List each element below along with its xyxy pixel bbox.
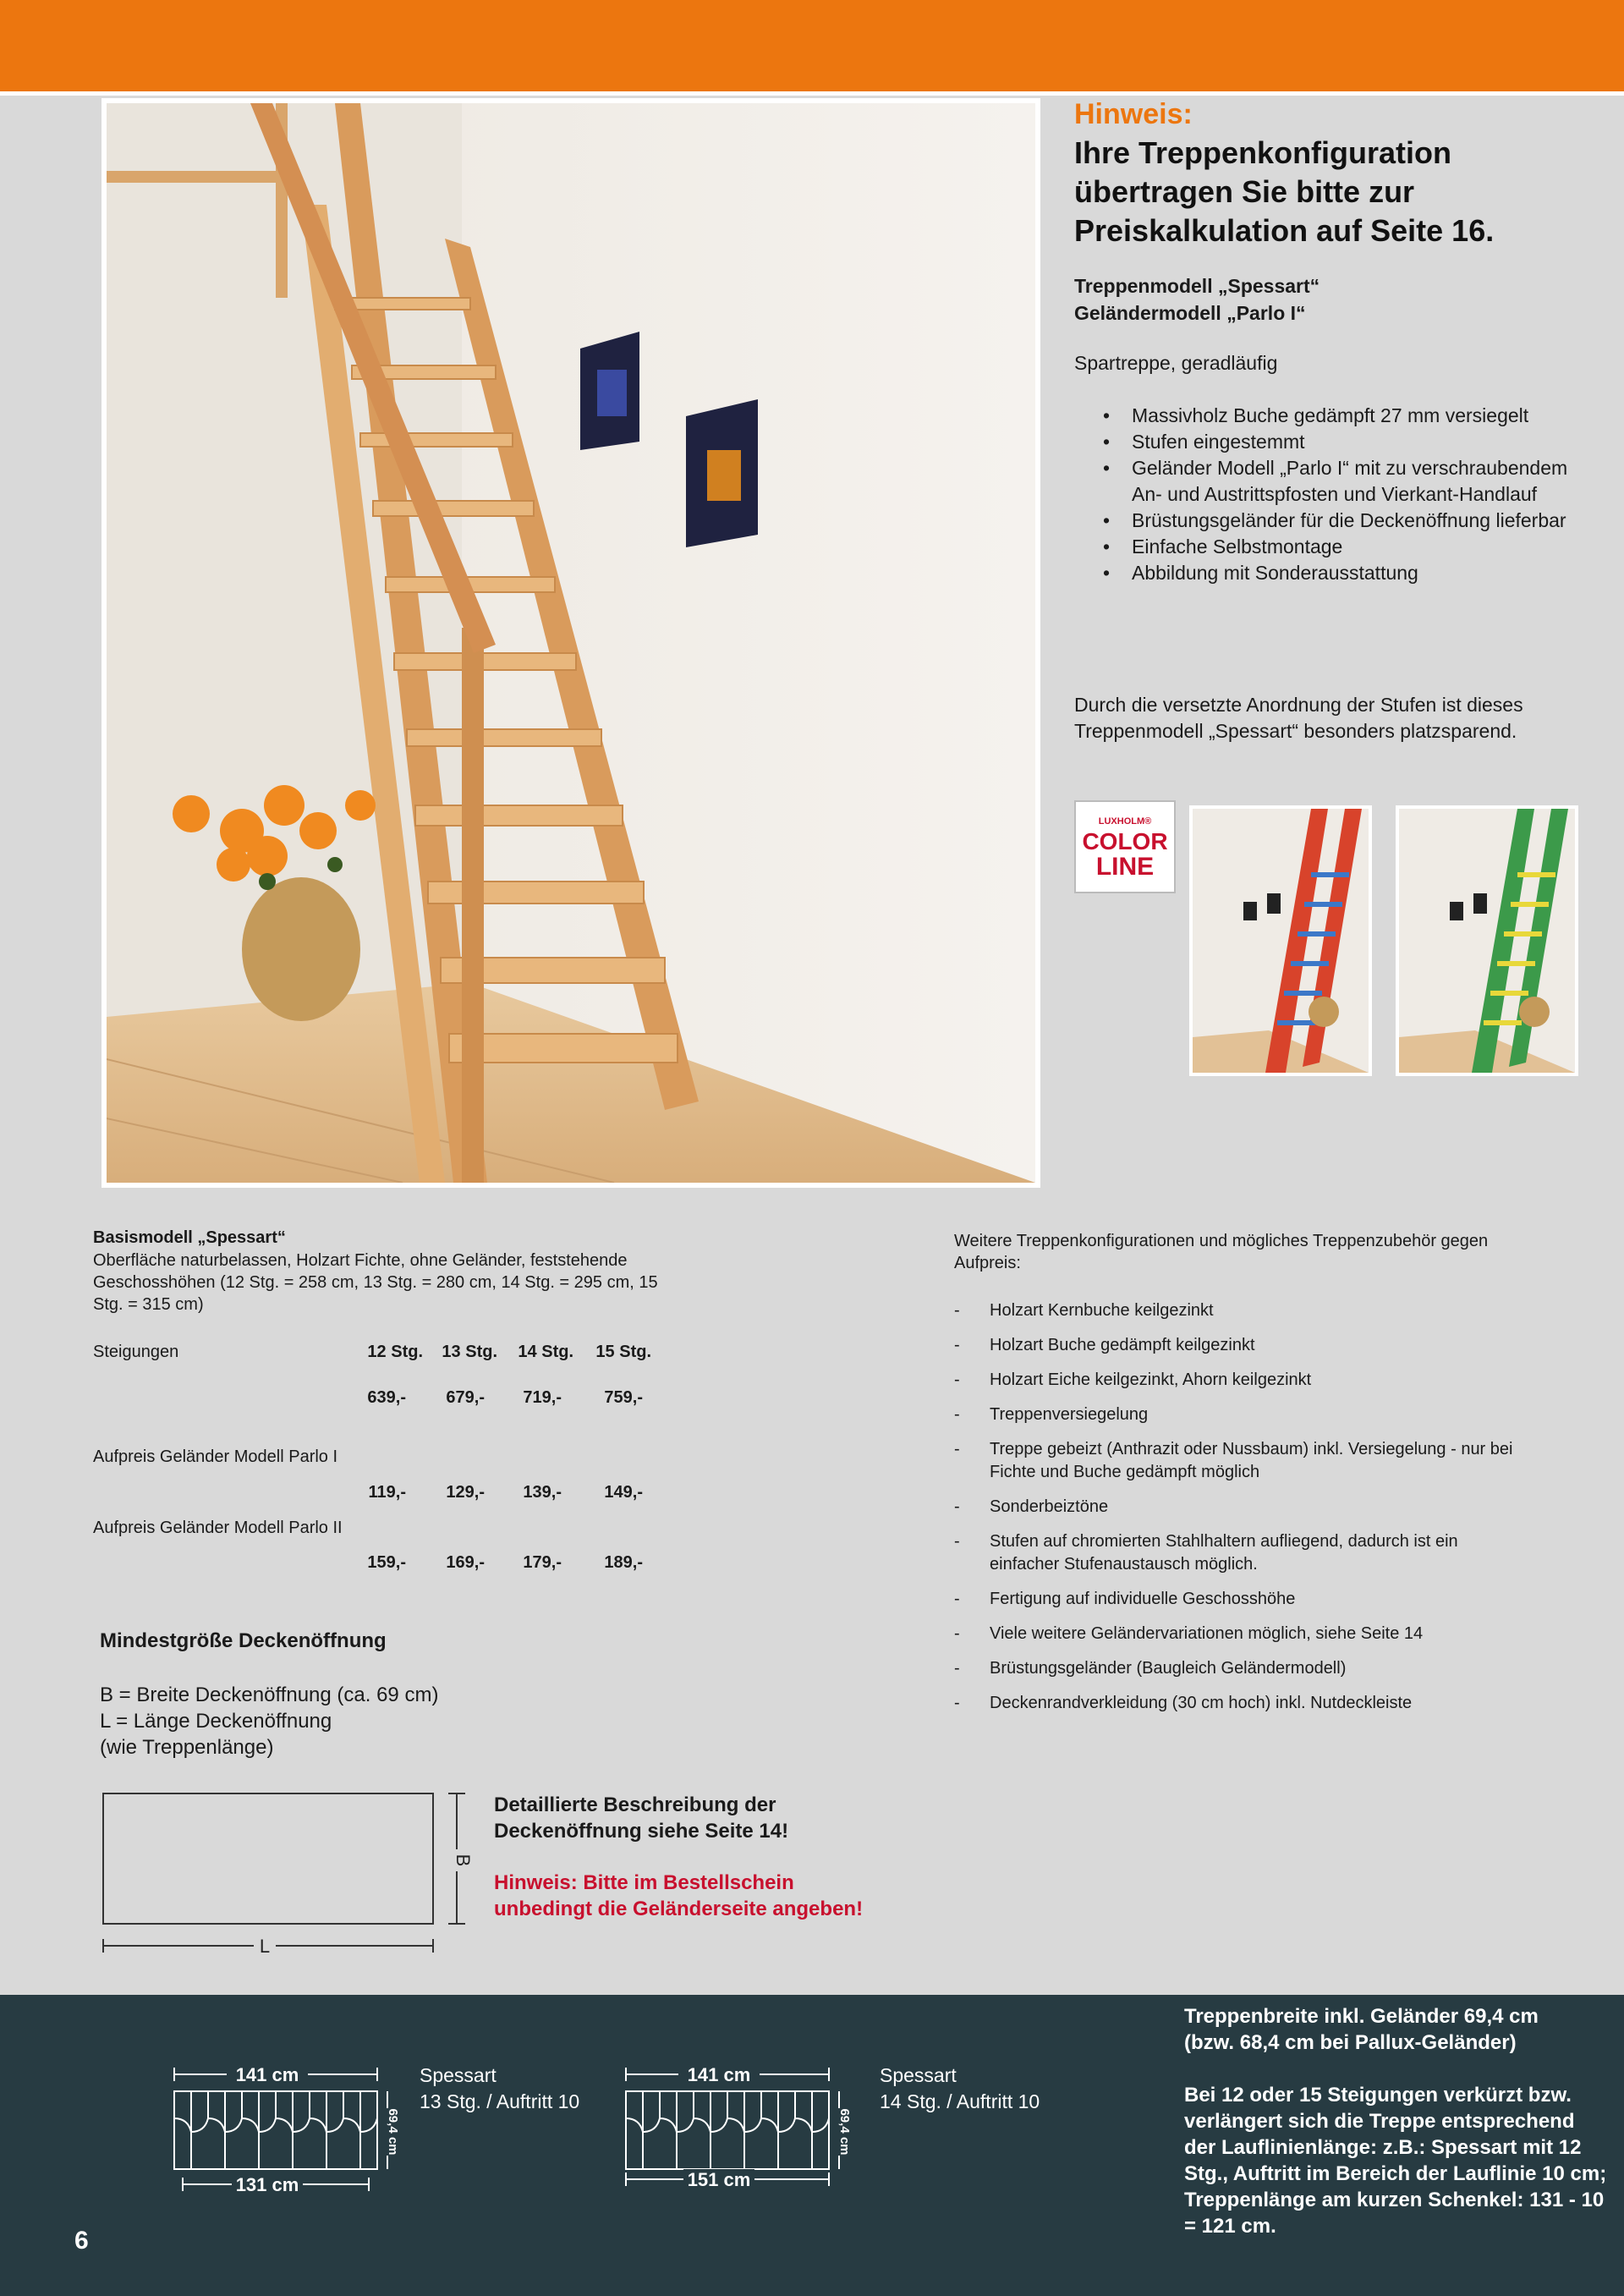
diagram-model-name: Spessart <box>880 2064 957 2086</box>
feature-item: • Brüstungsgeländer für die Deckenöffnung lieferbar <box>1100 508 1573 534</box>
footer-paragraph: Bei 12 oder 15 Steigungen verkürzt bzw. verlängert sich die Treppe entsprechend der Lauflinienlänge: z.B.: Spessart mit 12 Stg., Auftritt im Bereich der Lauflinie 10 cm; Treppenlänge am kurzen Schenkel: 131 - 10 = 121 cm. <box>1184 2084 1607 2238</box>
price-value: 129,- <box>446 1483 485 1502</box>
price-column-header: 13 Stg. <box>442 1343 497 1361</box>
footer-width-note: (bzw. 68,4 cm bei Pallux-Geländer) <box>1184 2031 1517 2054</box>
extras-intro: Weitere Treppenkonfigurationen und mögliches Treppenzubehör gegen Aufpreis: <box>954 1232 1489 1272</box>
price-column-header: 14 Stg. <box>518 1343 573 1361</box>
logo-line1: COLOR <box>1082 828 1168 854</box>
logo-brand: LUXHOLM® <box>1098 816 1152 827</box>
model-description: Durch die versetzte Anordnung der Stufen ist dieses Treppenmodell „Spessart“ besonders platzsparend. <box>1074 694 1523 742</box>
colorline-logo <box>1074 800 1176 893</box>
price-header-row <box>93 1343 685 1368</box>
diagram-side-dim: 69,4 cm <box>837 2108 852 2156</box>
logo-line2: LINE <box>1095 853 1155 881</box>
basis-title: Basismodell „Spessart“ <box>93 1228 286 1247</box>
footer-text <box>1184 2003 1607 2239</box>
green-staircase-thumbnail <box>1396 805 1578 1076</box>
parlo2-label: Aufpreis Geländer Modell Parlo II <box>93 1519 343 1537</box>
diagram-spec: 14 Stg. / Auftritt 10 <box>880 2090 1040 2112</box>
model-type: Spartreppe, geradläufig <box>1074 352 1278 374</box>
diagram-model-name: Spessart <box>420 2064 497 2086</box>
stair-plan-diagram-14 <box>617 2056 854 2200</box>
diagram-label-14 <box>880 2063 1040 2115</box>
price-value: 139,- <box>523 1483 562 1502</box>
railing-model-name: Geländermodell „Parlo I“ <box>1074 302 1306 324</box>
price-row-parlo1 <box>93 1483 685 1508</box>
footer-width-line: Treppenbreite inkl. Geländer 69,4 cm <box>1184 2005 1539 2028</box>
parlo1-label: Aufpreis Geländer Modell Parlo I <box>93 1447 338 1466</box>
price-value: 719,- <box>523 1388 562 1407</box>
extras-item: - Stufen auf chromierten Stahlhaltern aufliegend, dadurch ist ein einfacher Stufenaustausch möglich. <box>954 1530 1529 1576</box>
feature-item: • Geländer Modell „Parlo I“ mit zu verschraubendem An- und Austrittspfosten und Vierkant-Handlauf <box>1100 455 1573 508</box>
feature-item: • Abbildung mit Sonderausstattung <box>1100 560 1573 586</box>
top-orange-bar <box>0 0 1624 91</box>
price-value: 119,- <box>368 1483 406 1502</box>
legend-length-note: (wie Treppenlänge) <box>100 1736 274 1759</box>
price-header-label: Steigungen <box>93 1343 179 1361</box>
feature-item: • Stufen eingestemmt <box>1100 429 1573 455</box>
model-names <box>1074 272 1320 327</box>
deck-opening-diagram <box>93 1783 482 1961</box>
diagram-label-l: L <box>259 1936 271 1957</box>
deck-opening-legend <box>100 1682 438 1760</box>
diagram-side-dim: 69,4 cm <box>386 2108 400 2156</box>
price-value: 759,- <box>604 1388 643 1407</box>
price-value: 189,- <box>604 1553 643 1572</box>
hint-title: Hinweis: <box>1074 98 1193 130</box>
top-divider <box>0 91 1624 96</box>
price-value: 179,- <box>523 1553 562 1572</box>
price-value: 639,- <box>367 1388 406 1407</box>
stair-plan-diagram-13 <box>166 2056 403 2200</box>
price-value: 149,- <box>604 1483 643 1502</box>
diagram-label-13 <box>420 2063 579 2115</box>
diagram-top-dim: 141 cm <box>235 2064 299 2085</box>
extras-item: - Fertigung auf individuelle Geschosshöhe <box>954 1588 1529 1611</box>
feature-item: • Einfache Selbstmontage <box>1100 534 1573 560</box>
railing-side-hint: Hinweis: Bitte im Bestellschein unbedingt die Geländerseite angeben! <box>494 1871 864 1920</box>
extras-item: - Holzart Kernbuche keilgezinkt <box>954 1299 1529 1322</box>
extras-item: - Sonderbeiztöne <box>954 1496 1529 1519</box>
extras-item: - Holzart Buche gedämpft keilgezinkt <box>954 1334 1529 1357</box>
diagram-top-dim: 141 cm <box>687 2064 751 2085</box>
price-value: 679,- <box>446 1388 485 1407</box>
feature-list <box>1100 403 1573 586</box>
extras-item: - Treppe gebeizt (Anthrazit oder Nussbaum) inkl. Versiegelung - nur bei Fichte und Buche gedämpft möglich <box>954 1438 1529 1484</box>
red-staircase-thumbnail <box>1189 805 1372 1076</box>
diagram-spec: 13 Stg. / Auftritt 10 <box>420 2090 580 2112</box>
diagram-bottom-dim: 131 cm <box>235 2174 299 2195</box>
basis-description: Oberfläche naturbelassen, Holzart Fichte, ohne Geländer, feststehende Geschosshöhen (12 Stg. = 258 cm, 13 Stg. = 280 cm, 14 Stg. = 295 cm, 15 Stg. = 315 cm) <box>93 1251 658 1314</box>
stair-model-name: Treppenmodell „Spessart“ <box>1074 275 1320 297</box>
feature-item: • Massivholz Buche gedämpft 27 mm versiegelt <box>1100 403 1573 429</box>
price-value: 159,- <box>367 1553 406 1572</box>
extras-item: - Brüstungsgeländer (Baugleich Geländermodell) <box>954 1657 1529 1680</box>
price-value: 169,- <box>446 1553 485 1572</box>
page-number: 6 <box>74 2227 89 2255</box>
price-column-header: 15 Stg. <box>595 1343 651 1361</box>
deck-opening-note: Detaillierte Beschreibung der Deckenöffnung siehe Seite 14! <box>494 1793 789 1843</box>
diagram-label-b: B <box>453 1854 474 1867</box>
price-row-base <box>93 1388 685 1414</box>
extras-item: - Viele weitere Geländervariationen möglich, siehe Seite 14 <box>954 1623 1529 1645</box>
extras-item: - Deckenrandverkleidung (30 cm hoch) inkl. Nutdeckleiste <box>954 1692 1529 1715</box>
extras-item: - Holzart Eiche keilgezinkt, Ahorn keilgezinkt <box>954 1369 1529 1392</box>
price-row-parlo2 <box>93 1553 685 1579</box>
legend-length: L = Länge Deckenöffnung <box>100 1710 332 1733</box>
legend-width: B = Breite Deckenöffnung (ca. 69 cm) <box>100 1684 439 1706</box>
hint-text: Ihre Treppenkonfiguration übertragen Sie bitte zur Preiskalkulation auf Seite 16. <box>1074 135 1495 248</box>
extras-list <box>954 1299 1529 1727</box>
extras-item: - Treppenversiegelung <box>954 1403 1529 1426</box>
price-column-header: 12 Stg. <box>367 1343 423 1361</box>
staircase-photo <box>102 98 1040 1188</box>
diagram-bottom-dim: 151 cm <box>687 2169 751 2190</box>
deck-opening-title: Mindestgröße Deckenöffnung <box>100 1629 387 1652</box>
